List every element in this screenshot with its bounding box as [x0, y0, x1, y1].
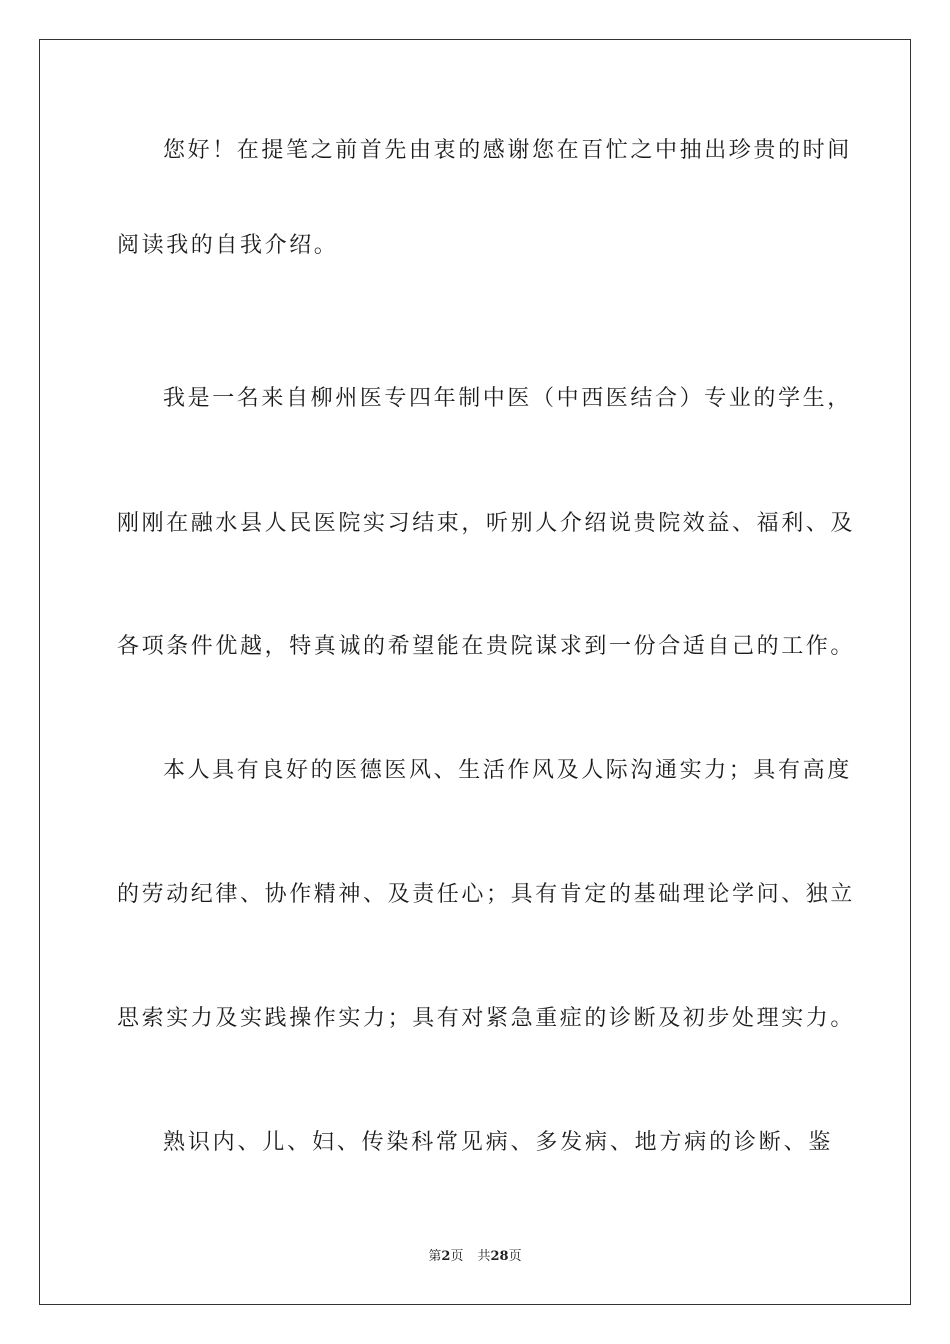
paragraph-line: 思索实力及实践操作实力；具有对紧急重症的诊断及初步处理实力。: [117, 1006, 856, 1031]
paragraph-line: 的劳动纪律、协作精神、及责任心；具有肯定的基础理论学问、独立: [117, 882, 856, 907]
page-suffix: 页: [450, 1249, 464, 1264]
total-prefix: 共: [477, 1249, 491, 1264]
paragraph-line: 我是一名来自柳州医专四年制中医（中西医结合）专业的学生，: [163, 386, 852, 411]
page-border: [39, 39, 911, 1305]
paragraph-line: 本人具有良好的医德医风、生活作风及人际沟通实力；具有高度: [163, 758, 852, 783]
paragraph-line: 刚刚在融水县人民医院实习结束，听别人介绍说贵院效益、福利、及: [117, 511, 856, 536]
paragraph-line: 阅读我的自我介绍。: [117, 233, 339, 258]
page-current: 2: [441, 1249, 451, 1264]
paragraph-line: 各项条件优越，特真诚的希望能在贵院谋求到一份合适自己的工作。: [117, 634, 856, 659]
paragraph-line: 您好！在提笔之前首先由衷的感谢您在百忙之中抽出珍贵的时间: [163, 138, 852, 163]
page-footer: [0, 1248, 950, 1266]
total-suffix: 页: [508, 1249, 522, 1264]
paragraph-line: 熟识内、儿、妇、传染科常见病、多发病、地方病的诊断、鉴: [163, 1130, 833, 1155]
page-prefix: 第: [428, 1249, 442, 1264]
page-total: 28: [490, 1249, 509, 1264]
